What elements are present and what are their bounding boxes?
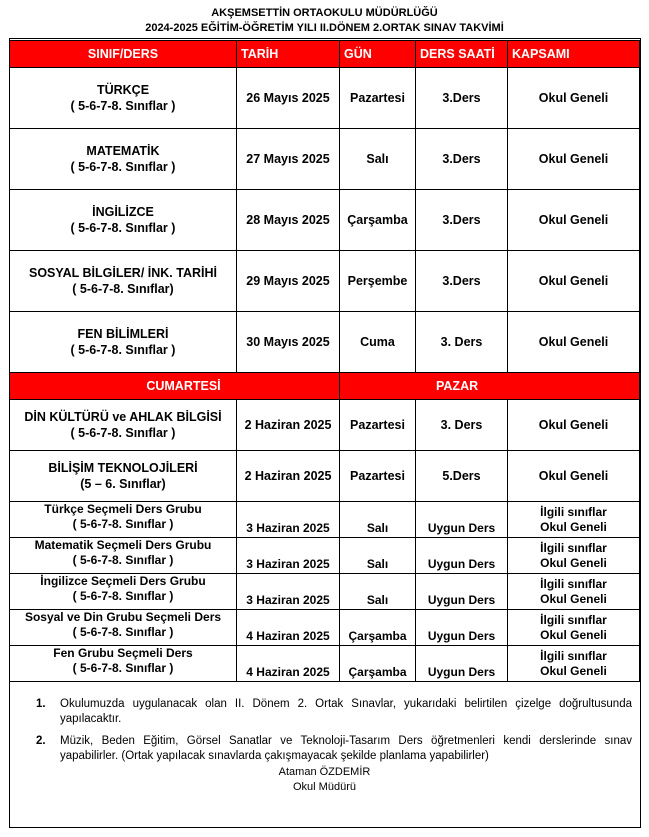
subject-cell: DİN KÜLTÜRÜ ve AHLAK BİLGİSİ ( 5-6-7-8. Sınıflar ) (10, 400, 237, 451)
day-cell: Çarşamba (340, 190, 416, 251)
col-scope: KAPSAMI (508, 41, 640, 68)
note-text: Okulumuzda uygulanacak olan II. Dönem 2. Ortak Sınavlar, yukarıdaki belirtilen çizelge doğrultusunda yapılacaktır. (60, 698, 632, 725)
subject-cell: BİLİŞİM TEKNOLOJİLERİ (5 – 6. Sınıflar) (10, 451, 237, 502)
day-cell: Pazartesi (340, 68, 416, 129)
scope-cell: İlgili sınıflar Okul Geneli (508, 574, 640, 610)
subject-cell: Sosyal ve Din Grubu Seçmeli Ders ( 5-6-7-8. Sınıflar ) (10, 610, 237, 646)
day-cell: Salı (340, 538, 416, 574)
date-cell: 26 Mayıs 2025 (237, 68, 340, 129)
period-cell: Uygun Ders (416, 502, 508, 538)
signature-name: Ataman ÖZDEMİR (278, 766, 371, 778)
col-day: GÜN (340, 41, 416, 68)
subject-cell: MATEMATİK ( 5-6-7-8. Sınıflar ) (10, 129, 237, 190)
subject-cell: SOSYAL BİLGİLER/ İNK. TARİHİ ( 5-6-7-8. Sınıflar) (10, 251, 237, 312)
date-cell: 2 Haziran 2025 (237, 451, 340, 502)
period-cell: Uygun Ders (416, 574, 508, 610)
subject-cell: TÜRKÇE ( 5-6-7-8. Sınıflar ) (10, 68, 237, 129)
scope-cell: Okul Geneli (508, 451, 640, 502)
col-subject: SINIF/DERS (10, 41, 237, 68)
scope-cell: Okul Geneli (508, 190, 640, 251)
day-cell: Pazartesi (340, 400, 416, 451)
date-cell: 28 Mayıs 2025 (237, 190, 340, 251)
note-1 (36, 697, 632, 727)
scope-cell: Okul Geneli (508, 129, 640, 190)
date-cell: 29 Mayıs 2025 (237, 251, 340, 312)
date-cell: 4 Haziran 2025 (237, 610, 340, 646)
period-cell: 3.Ders (416, 251, 508, 312)
note-2 (36, 734, 632, 764)
period-cell: 3.Ders (416, 190, 508, 251)
date-cell: 3 Haziran 2025 (237, 502, 340, 538)
subject-cell: Matematik Seçmeli Ders Grubu ( 5-6-7-8. Sınıflar ) (10, 538, 237, 574)
scope-cell: İlgili sınıflar Okul Geneli (508, 538, 640, 574)
subject-cell: Türkçe Seçmeli Ders Grubu ( 5-6-7-8. Sınıflar ) (10, 502, 237, 538)
col-date: TARİH (237, 41, 340, 68)
signature-title: Okul Müdürü (293, 781, 356, 793)
day-cell: Cuma (340, 312, 416, 373)
col-period: DERS SAATİ (416, 41, 508, 68)
note-number: 2. (36, 735, 46, 747)
day-cell: Çarşamba (340, 646, 416, 682)
period-cell: Uygun Ders (416, 538, 508, 574)
subject-cell: FEN BİLİMLERİ ( 5-6-7-8. Sınıflar ) (10, 312, 237, 373)
period-cell: 3.Ders (416, 68, 508, 129)
day-cell: Salı (340, 502, 416, 538)
scope-cell: Okul Geneli (508, 68, 640, 129)
period-cell: 3. Ders (416, 312, 508, 373)
weekend-sunday: PAZAR (340, 373, 640, 400)
date-cell: 4 Haziran 2025 (237, 646, 340, 682)
date-cell: 2 Haziran 2025 (237, 400, 340, 451)
day-cell: Pazartesi (340, 451, 416, 502)
day-cell: Salı (340, 574, 416, 610)
scope-cell: Okul Geneli (508, 400, 640, 451)
subject-cell: İngilizce Seçmeli Ders Grubu ( 5-6-7-8. Sınıflar ) (10, 574, 237, 610)
date-cell: 27 Mayıs 2025 (237, 129, 340, 190)
subject-cell: İNGİLİZCE ( 5-6-7-8. Sınıflar ) (10, 190, 237, 251)
period-cell: 3. Ders (416, 400, 508, 451)
day-cell: Çarşamba (340, 610, 416, 646)
period-cell: Uygun Ders (416, 646, 508, 682)
scope-cell: İlgili sınıflar Okul Geneli (508, 610, 640, 646)
day-cell: Salı (340, 129, 416, 190)
calendar-title: 2024-2025 EĞİTİM-ÖĞRETİM YILI II.DÖNEM 2.ORTAK SINAV TAKVİMİ (145, 22, 504, 34)
period-cell: 5.Ders (416, 451, 508, 502)
subject-cell: Fen Grubu Seçmeli Ders ( 5-6-7-8. Sınıflar ) (10, 646, 237, 682)
period-cell: Uygun Ders (416, 610, 508, 646)
date-cell: 30 Mayıs 2025 (237, 312, 340, 373)
date-cell: 3 Haziran 2025 (237, 574, 340, 610)
school-title: AKŞEMSETTİN ORTAOKULU MÜDÜRLÜĞÜ (211, 7, 438, 19)
scope-cell: İlgili sınıflar Okul Geneli (508, 646, 640, 682)
day-cell: Perşembe (340, 251, 416, 312)
note-number: 1. (36, 698, 46, 710)
scope-cell: İlgili sınıflar Okul Geneli (508, 502, 640, 538)
note-text: Müzik, Beden Eğitim, Görsel Sanatlar ve Teknoloji-Tasarım Ders öğretmenleri kendi derslerinde sınav yapabilirler. (Ortak yapılacak sınavlarda çakışmayacak şekilde planlama yapabilirler) (60, 735, 632, 762)
scope-cell: Okul Geneli (508, 312, 640, 373)
scope-cell: Okul Geneli (508, 251, 640, 312)
weekend-saturday: CUMARTESİ (10, 373, 340, 400)
period-cell: 3.Ders (416, 129, 508, 190)
date-cell: 3 Haziran 2025 (237, 538, 340, 574)
